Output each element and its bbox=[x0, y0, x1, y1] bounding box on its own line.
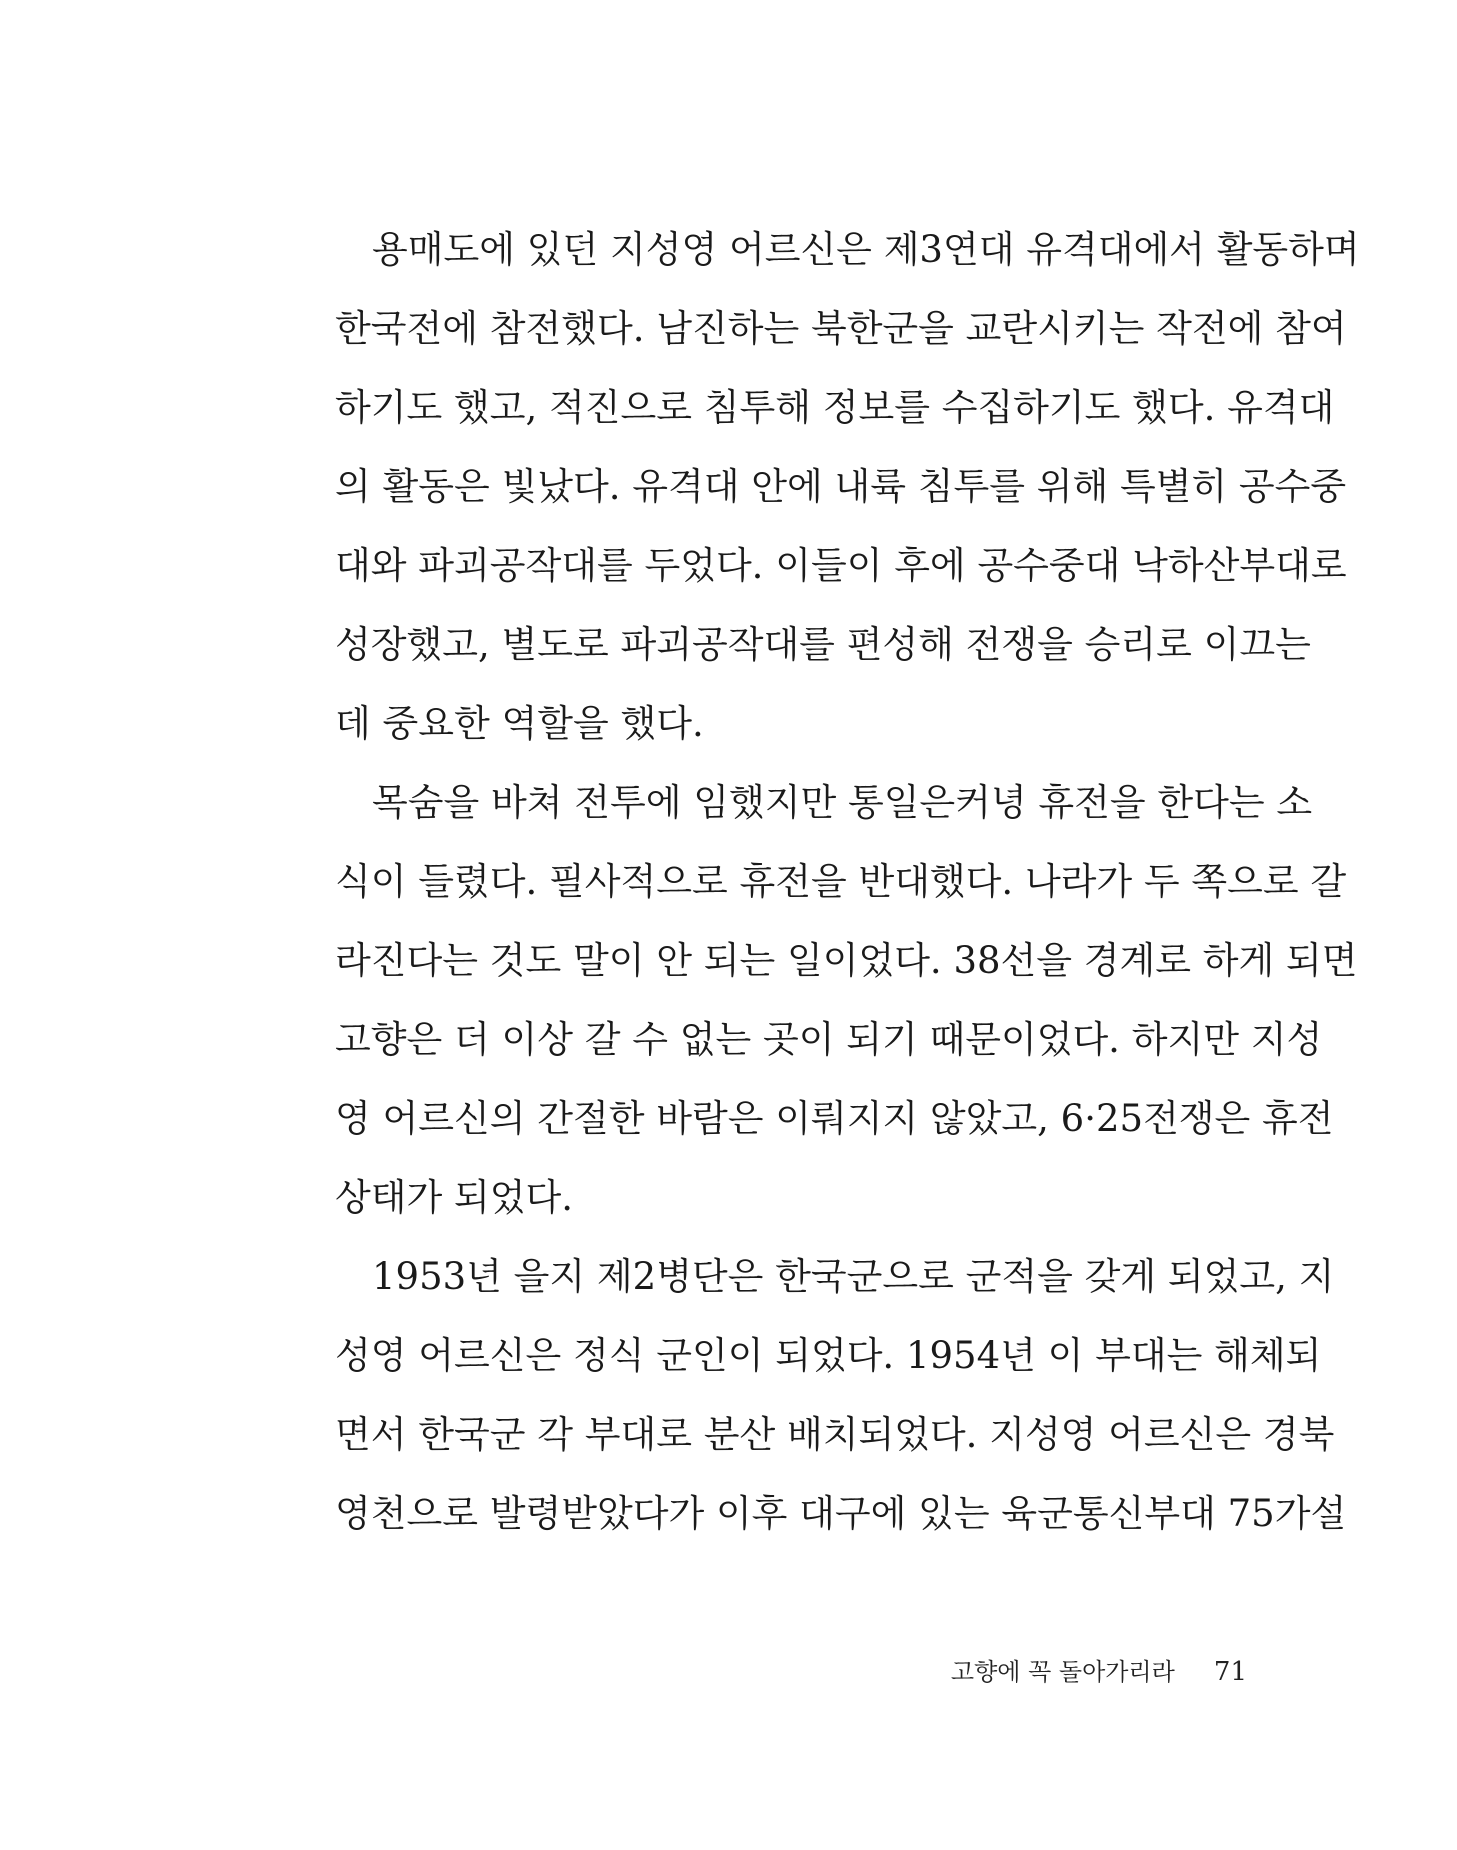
page-footer bbox=[951, 1652, 1247, 1687]
running-chapter-title: 고향에 꼭 돌아가리라 bbox=[950, 1658, 1175, 1686]
paragraph-3-line-4: 영천으로 발령받았다가 이후 대구에 있는 육군통신부대 75가설 bbox=[335, 1492, 1347, 1535]
paragraph-2-line-4: 고향은 더 이상 갈 수 없는 곳이 되기 때문이었다. 하지만 지성 bbox=[335, 1018, 1323, 1061]
paragraph-2-line-2: 식이 들렸다. 필사적으로 휴전을 반대했다. 나라가 두 쪽으로 갈 bbox=[335, 860, 1347, 903]
paragraph-2-line-3: 라진다는 것도 말이 안 되는 일이었다. 38선을 경계로 하게 되면 bbox=[335, 939, 1358, 982]
paragraph-1-line-3: 하기도 했고, 적진으로 침투해 정보를 수집하기도 했다. 유격대 bbox=[335, 386, 1335, 429]
paragraph-1-line-4: 의 활동은 빛났다. 유격대 안에 내륙 침투를 위해 특별히 공수중 bbox=[335, 465, 1347, 508]
paragraph-1-line-7: 데 중요한 역할을 했다. bbox=[335, 702, 704, 745]
paragraph-1-line-2: 한국전에 참전했다. 남진하는 북한군을 교란시키는 작전에 참여 bbox=[335, 307, 1347, 350]
paragraph-3-line-3: 면서 한국군 각 부대로 분산 배치되었다. 지성영 어르신은 경북 bbox=[335, 1413, 1335, 1456]
paragraph-1-line-5: 대와 파괴공작대를 두었다. 이들이 후에 공수중대 낙하산부대로 bbox=[335, 544, 1347, 587]
paragraph-3-line-1: 1953년 을지 제2병단은 한국군으로 군적을 갖게 되었고, 지 bbox=[372, 1255, 1335, 1298]
paragraph-1-line-1: 용매도에 있던 지성영 어르신은 제3연대 유격대에서 활동하며 bbox=[372, 228, 1360, 271]
paragraph-2-line-1: 목숨을 바쳐 전투에 임했지만 통일은커녕 휴전을 한다는 소 bbox=[372, 781, 1313, 824]
paragraph-3-line-2: 성영 어르신은 정식 군인이 되었다. 1954년 이 부대는 해체되 bbox=[335, 1334, 1322, 1377]
paragraph-1-line-6: 성장했고, 별도로 파괴공작대를 편성해 전쟁을 승리로 이끄는 bbox=[335, 623, 1311, 666]
page-number: 71 bbox=[1213, 1657, 1247, 1687]
body-text bbox=[335, 224, 1360, 1567]
paragraph-2-line-6: 상태가 되었다. bbox=[335, 1176, 573, 1219]
paragraph-2-line-5: 영 어르신의 간절한 바람은 이뤄지지 않았고, 6·25전쟁은 휴전 bbox=[335, 1097, 1334, 1140]
